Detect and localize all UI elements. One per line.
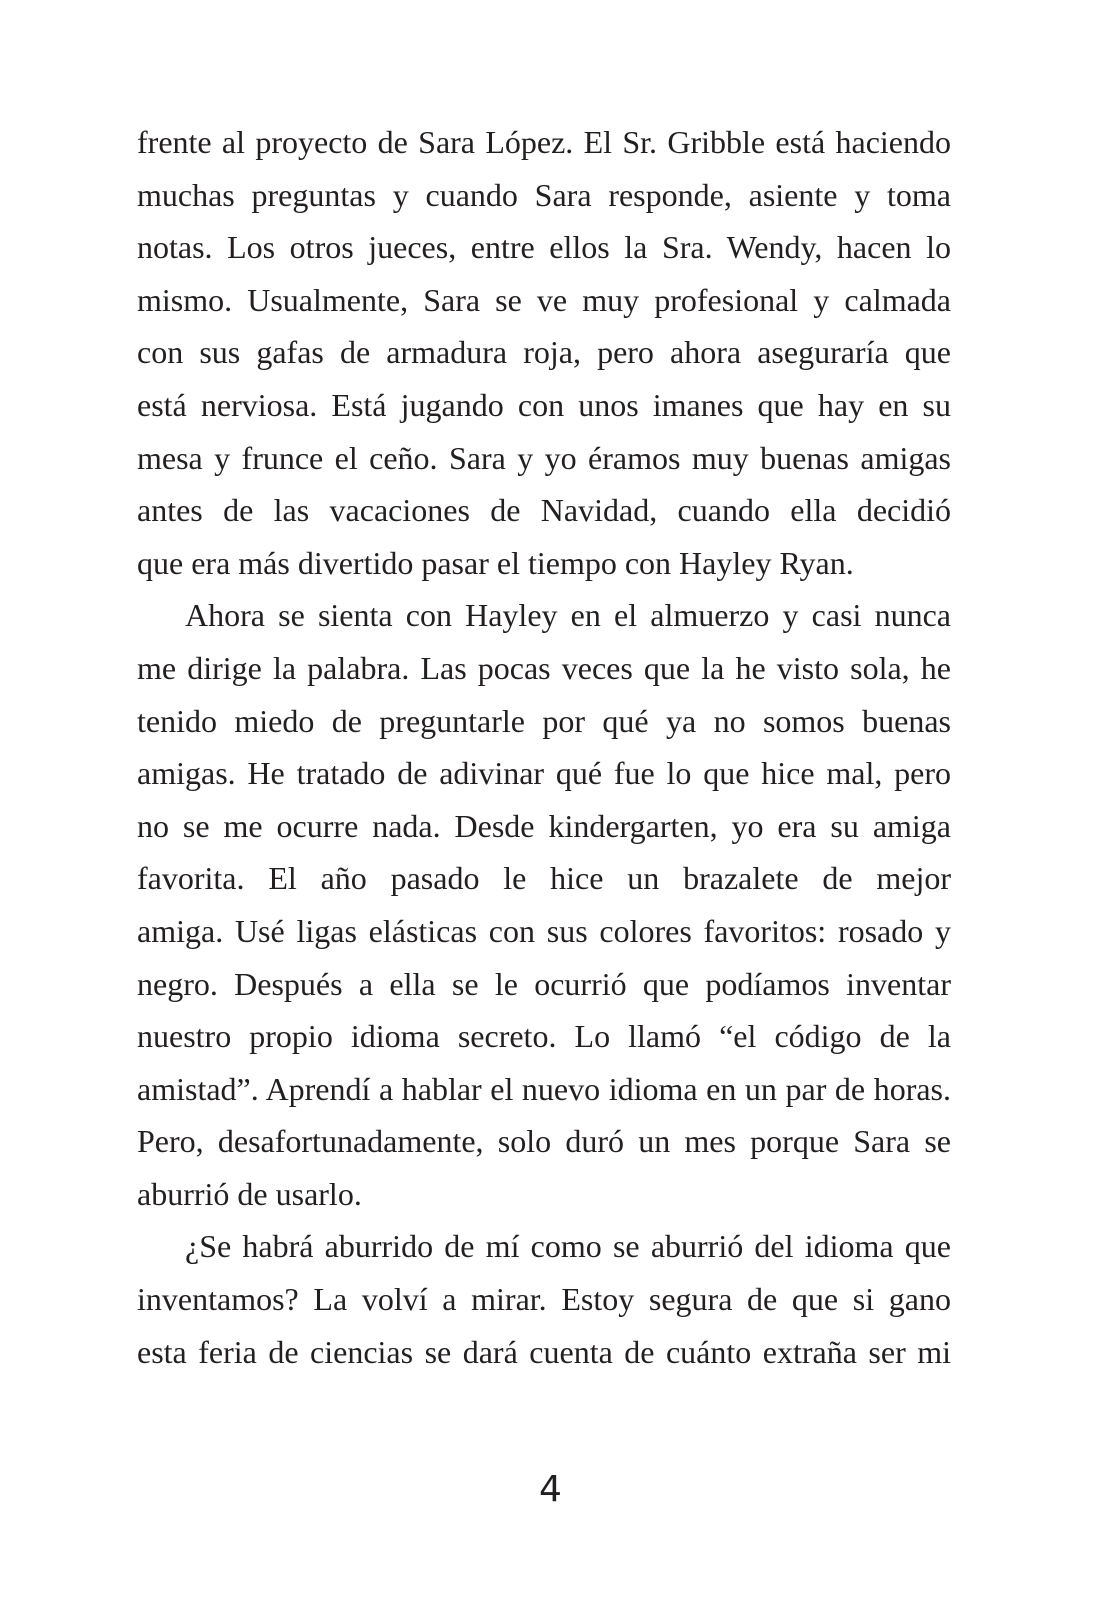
text-line: esta feria de ciencias se dará cuenta de cuánto extraña ser mi [137, 1333, 951, 1370]
text-line: antes de las vacaciones de Navidad, cuando ella decidió [137, 492, 951, 529]
text-line: ¿Se habrá aburrido de mí como se aburrió del idioma que [185, 1228, 951, 1265]
text-line: tenido miedo de preguntarle por qué ya no somos buenas [137, 702, 951, 739]
text-line: inventamos? La volví a mirar. Estoy segura de que si gano [137, 1281, 951, 1318]
text-line: que era más divertido pasar el tiempo con Hayley Ryan. [137, 544, 854, 581]
text-line: con sus gafas de armadura roja, pero ahora aseguraría que [137, 334, 951, 371]
text-line: negro. Después a ella se le ocurrió que podíamos inventar [137, 965, 951, 1002]
text-line: nuestro propio idioma secreto. Lo llamó “el código de la [137, 1018, 951, 1055]
text-line: favorita. El año pasado le hice un brazalete de mejor [137, 860, 951, 897]
paragraph-2 [137, 589, 951, 1220]
text-line: mismo. Usualmente, Sara se ve muy profesional y calmada [137, 281, 951, 318]
text-line: aburrió de usarlo. [137, 1175, 362, 1212]
body-text [137, 116, 951, 1378]
text-line: amistad”. Aprendí a hablar el nuevo idioma en un par de horas. [137, 1070, 951, 1107]
text-line: amigas. He tratado de adivinar qué fue lo que hice mal, pero [137, 755, 951, 792]
text-line: Pero, desafortunadamente, solo duró un mes porque Sara se [137, 1123, 951, 1160]
text-line: frente al proyecto de Sara López. El Sr. Gribble está haciendo [137, 124, 951, 160]
text-line: mesa y frunce el ceño. Sara y yo éramos muy buenas amigas [137, 439, 951, 476]
page-number: 4 [539, 1469, 562, 1510]
text-line: está nerviosa. Está jugando con unos imanes que hay en su [137, 386, 951, 423]
paragraph-1 [137, 116, 951, 589]
text-line: no se me ocurre nada. Desde kindergarten, yo era su amiga [137, 807, 951, 844]
text-line: amiga. Usé ligas elásticas con sus colores favoritos: rosado y [137, 912, 951, 949]
text-line: muchas preguntas y cuando Sara responde, asiente y toma [137, 176, 951, 213]
text-line: Ahora se sienta con Hayley en el almuerzo y casi nunca [185, 597, 951, 634]
text-line: notas. Los otros jueces, entre ellos la Sra. Wendy, hacen lo [137, 229, 951, 266]
paragraph-3 [137, 1220, 951, 1378]
text-line: me dirige la palabra. Las pocas veces que la he visto sola, he [137, 649, 951, 686]
